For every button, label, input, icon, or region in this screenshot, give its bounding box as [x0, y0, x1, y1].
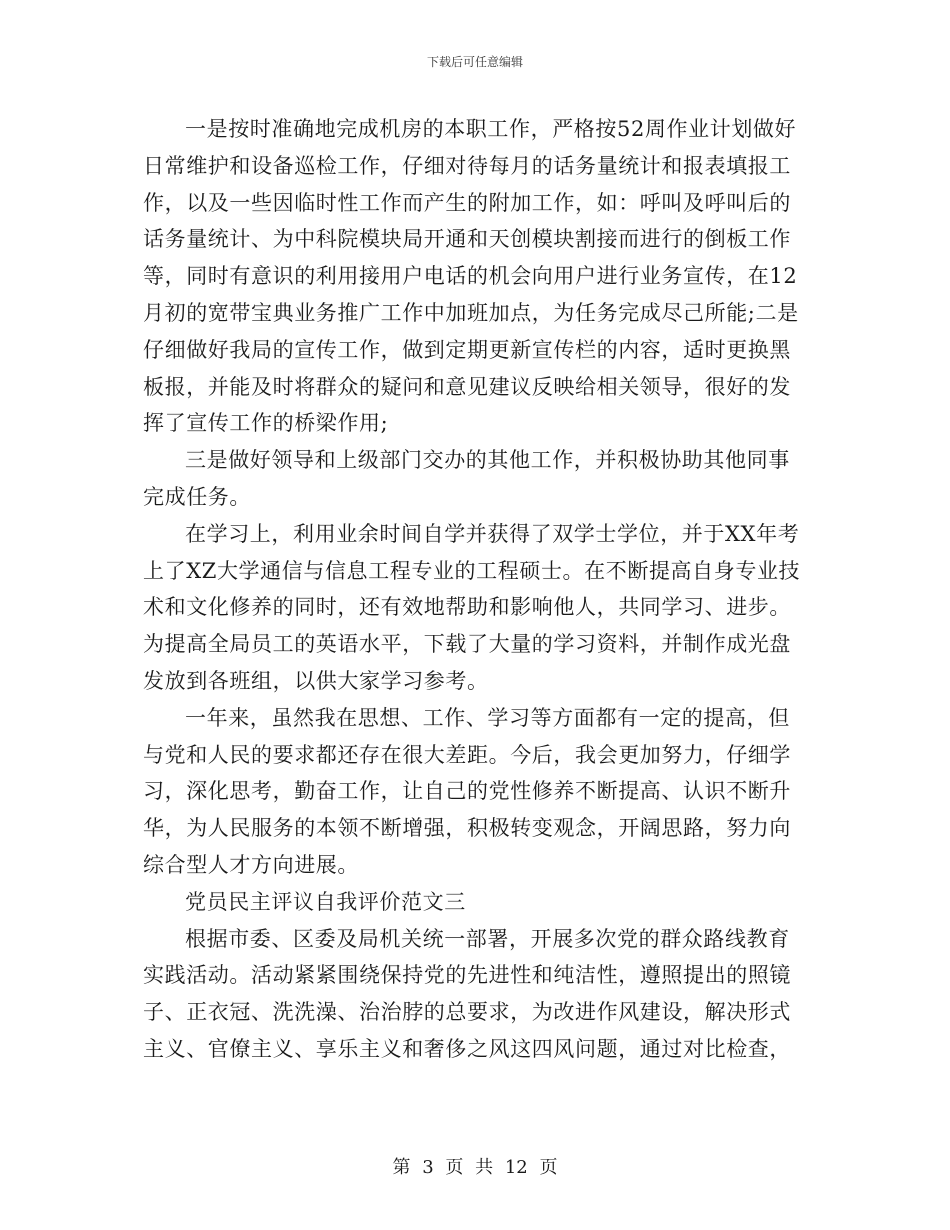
- text-line: 为提高全局员工的英语水平，下载了大量的学习资料，并制作成光盘: [143, 632, 791, 657]
- page-number: 第 3 页 共 12 页: [392, 1157, 558, 1178]
- text-line: 习，深化思考，勤奋工作，让自己的党性修养不断提高、认识不断升: [143, 779, 791, 804]
- text-line: 一年来，虽然我在思想、工作、学习等方面都有一定的提高，但: [185, 705, 790, 730]
- text-line: 挥了宣传工作的桥梁作用;: [143, 411, 389, 436]
- text-line: 发放到各班组，以供大家学习参考。: [143, 668, 489, 693]
- text-line: 日常维护和设备巡检工作，仔细对待每月的话务量统计和报表填报工: [143, 153, 791, 178]
- text-line: 华，为人民服务的本领不断增强，积极转变观念，开阔思路，努力向: [143, 816, 791, 841]
- text-line: 等，同时有意识的利用接用户电话的机会向用户进行业务宣传，在12: [143, 264, 798, 289]
- section-heading: [143, 884, 805, 921]
- text-line: 子、正衣冠、洗洗澡、治治脖的总要求，为改进作风建设，解决形式: [143, 1000, 791, 1025]
- text-line: 主义、官僚主义、享乐主义和奢侈之风这四风问题，通过对比检查，: [143, 1036, 791, 1061]
- text-line: 上了XZ大学通信与信息工程专业的工程硕士。在不断提高自身专业技: [143, 558, 801, 583]
- paragraph: [143, 921, 805, 1068]
- text-line: 作，以及一些因临时性工作而产生的附加工作，如：呼叫及呼叫后的: [143, 190, 791, 215]
- text-line: 月初的宽带宝典业务推广工作中加班加点，为任务完成尽己所能;二是: [143, 300, 799, 325]
- paragraph: [143, 516, 805, 700]
- paragraph: [143, 700, 805, 884]
- text-line: 板报，并能及时将群众的疑问和意见建议反映给相关领导，很好的发: [143, 374, 791, 399]
- text-line: 仔细做好我局的宣传工作，做到定期更新宣传栏的内容，适时更换黑: [143, 337, 791, 362]
- text-line: 话务量统计、为中科院模块局开通和天创模块割接而进行的倒板工作: [143, 227, 791, 252]
- text-line: 完成任务。: [143, 484, 251, 509]
- text-line: 术和文化修养的同时，还有效地帮助和影响他人，共同学习、进步。: [143, 595, 791, 620]
- text-line: 在学习上，利用业余时间自学并获得了双学士学位，并于XX年考: [185, 521, 800, 546]
- text-line: 实践活动。活动紧紧围绕保持党的先进性和纯洁性，遵照提出的照镜: [143, 963, 791, 988]
- paragraph: [143, 111, 805, 442]
- text-line: 一是按时准确地完成机房的本职工作，严格按52周作业计划做好: [185, 117, 797, 141]
- text-line: 综合型人才方向进展。: [143, 852, 359, 877]
- text-line: 与党和人民的要求都还存在很大差距。今后，我会更加努力，仔细学: [143, 742, 791, 767]
- text-line: 三是做好领导和上级部门交办的其他工作，并积极协助其他同事: [185, 448, 790, 473]
- document-body: [143, 111, 805, 1068]
- text-line: 根据市委、区委及局机关统一部署，开展多次党的群众路线教育: [185, 926, 790, 951]
- page-header: 下载后可任意编辑: [426, 55, 523, 69]
- paragraph: [143, 442, 805, 516]
- text-line: 党员民主评议自我评价范文三: [185, 889, 466, 914]
